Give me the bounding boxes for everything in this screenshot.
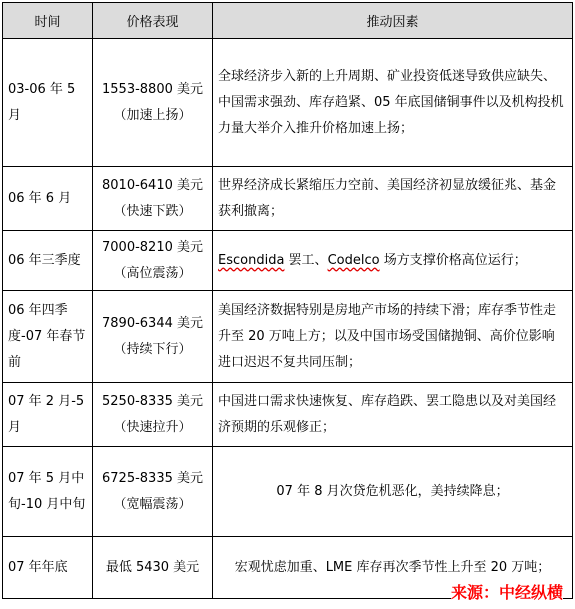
table-row — [3, 447, 573, 537]
time-cell: 07 年 2 月-5 月 — [3, 383, 93, 447]
factor-cell: 全球经济步入新的上升周期、矿业投资低迷导致供应缺失、中国需求强劲、库存趋紧、05 年底国储铜事件以及机构投机力量大举介入推升价格加速上扬； — [213, 39, 573, 167]
price-trend: （宽幅震荡） — [113, 496, 192, 512]
price-cell — [93, 39, 213, 167]
table-row — [3, 39, 573, 167]
factor-cell — [213, 231, 573, 291]
time-cell: 07 年 5 月中旬-10 月中旬 — [3, 447, 93, 537]
table-row — [3, 291, 573, 383]
table-row — [3, 231, 573, 291]
table-row — [3, 383, 573, 447]
price-trend: （加速上扬） — [113, 107, 192, 123]
price-range: 1553-8800 美元 — [102, 81, 203, 97]
price-trend: （快速拉升） — [113, 419, 192, 435]
codelco-term: Codelco — [327, 252, 380, 268]
header-time: 时间 — [3, 3, 93, 39]
time-cell: 06 年三季度 — [3, 231, 93, 291]
price-range: 8010-6410 美元 — [102, 177, 203, 193]
price-cell — [93, 447, 213, 537]
factor-cell: 美国经济数据特别是房地产市场的持续下滑；库存季节性走升至 20 万吨上方；以及中国市场受国储抛铜、高价位影响进口迟迟不复共同压制； — [213, 291, 573, 383]
header-driving-factors: 推动因素 — [213, 3, 573, 39]
price-trend: （高位震荡） — [113, 265, 192, 281]
copper-price-table — [2, 2, 573, 599]
price-trend: （快速下跌） — [113, 203, 192, 219]
price-cell — [93, 167, 213, 231]
price-range: 最低 5430 美元 — [105, 559, 200, 575]
price-cell — [93, 537, 213, 599]
price-cell — [93, 383, 213, 447]
escondida-term: Escondida — [218, 252, 285, 268]
time-cell: 03-06 年 5 月 — [3, 39, 93, 167]
table-header-row — [3, 3, 573, 39]
price-cell — [93, 231, 213, 291]
time-cell: 06 年 6 月 — [3, 167, 93, 231]
price-range: 6725-8335 美元 — [102, 470, 203, 486]
table-row — [3, 167, 573, 231]
price-cell — [93, 291, 213, 383]
factor-cell: 宏观忧虑加重、LME 库存再次季节性上升至 20 万吨； — [213, 537, 573, 599]
factor-text: 场方支撑价格高位运行； — [379, 252, 527, 268]
price-range: 7890-6344 美元 — [102, 315, 203, 331]
price-range: 7000-8210 美元 — [102, 239, 203, 255]
header-price-performance: 价格表现 — [93, 3, 213, 39]
factor-cell: 07 年 8 月次贷危机恶化，美持续降息； — [213, 447, 573, 537]
price-range: 5250-8335 美元 — [102, 393, 203, 409]
time-cell: 06 年四季度-07 年春节前 — [3, 291, 93, 383]
price-trend: （持续下行） — [113, 341, 192, 357]
time-cell: 07 年年底 — [3, 537, 93, 599]
factor-text: 罢工、 — [284, 252, 328, 268]
factor-cell: 中国进口需求快速恢复、库存趋跌、罢工隐患以及对美国经济预期的乐观修正； — [213, 383, 573, 447]
factor-cell: 世界经济成长紧缩压力空前、美国经济初显放缓征兆、基金获利撤离； — [213, 167, 573, 231]
source-note: 来源：中经纵横 — [451, 580, 563, 603]
